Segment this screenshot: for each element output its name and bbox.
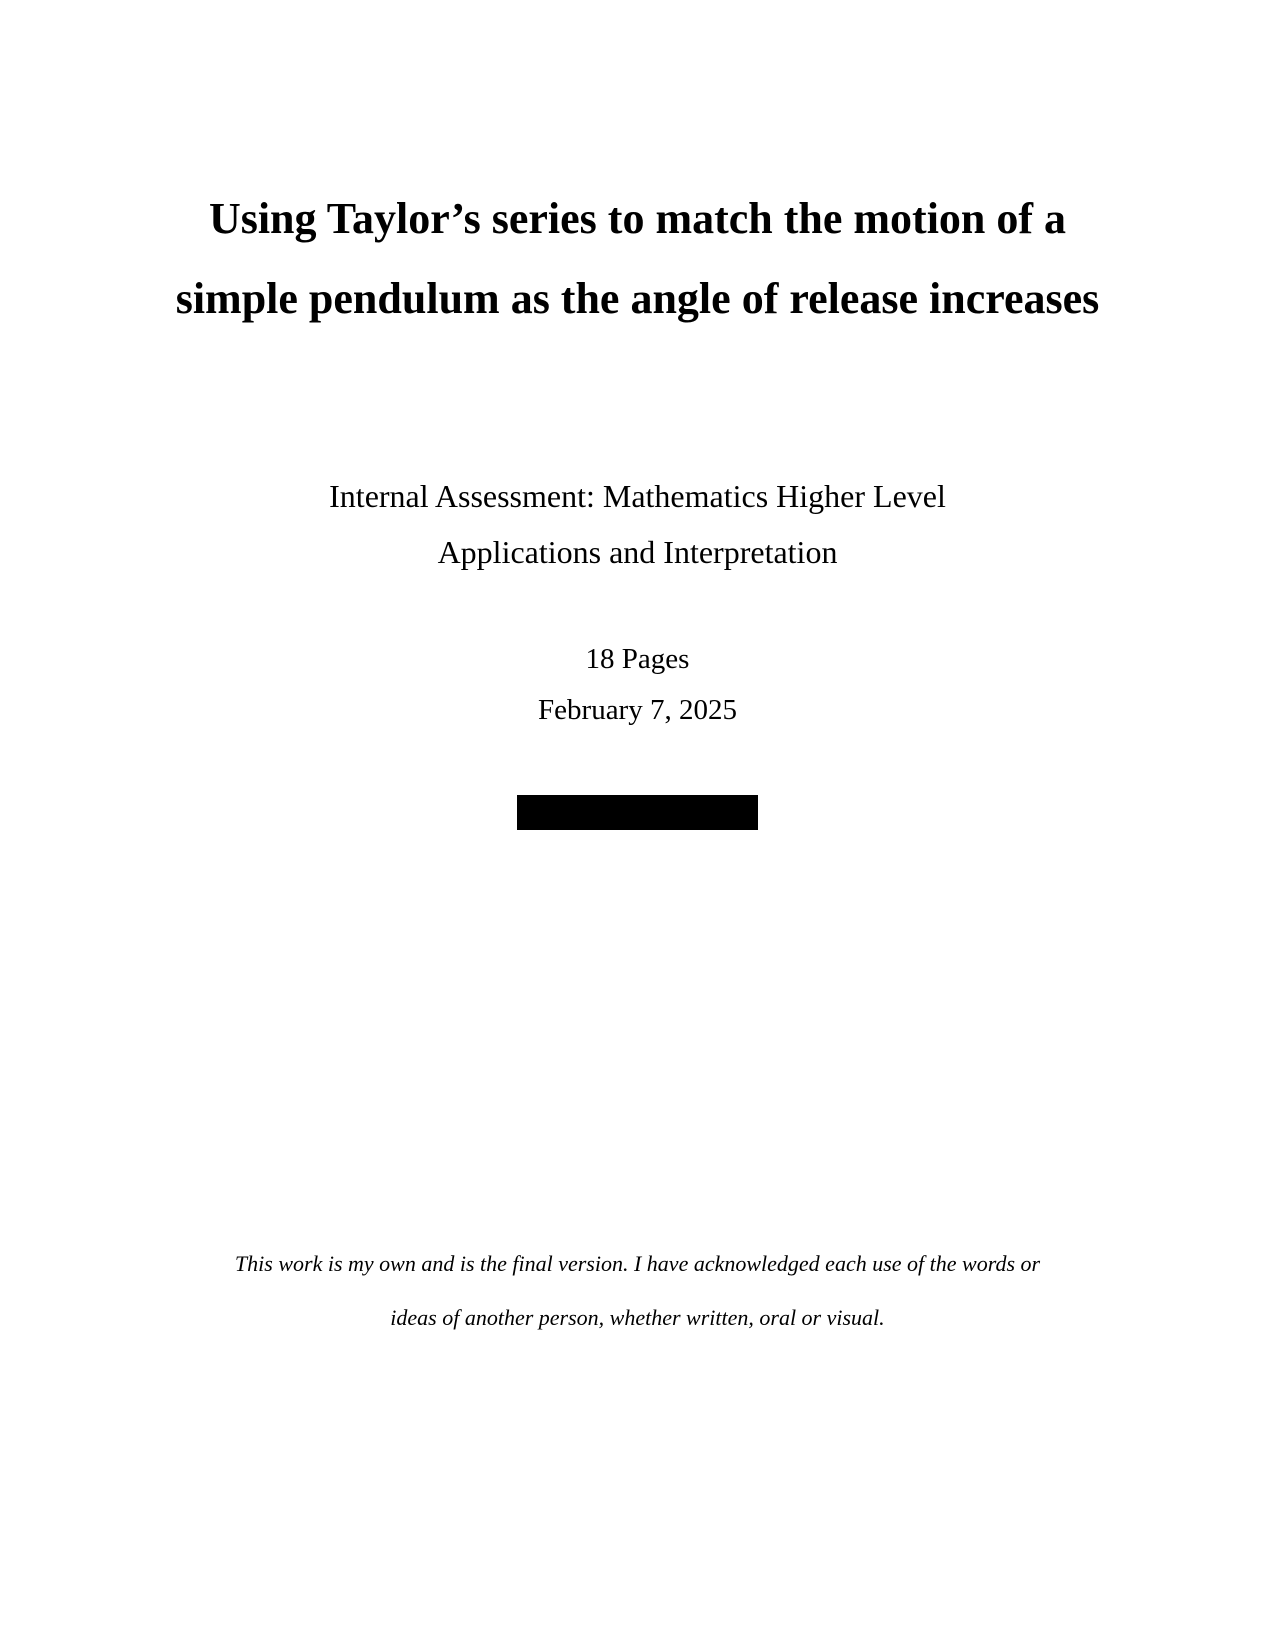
document-meta xyxy=(0,634,1275,736)
title-line-2: simple pendulum as the angle of release increases xyxy=(175,274,1100,323)
document-date: February 7, 2025 xyxy=(538,694,737,726)
page-count: 18 Pages xyxy=(585,643,690,675)
document-title xyxy=(0,179,1275,339)
declaration-line-1: This work is my own and is the final version. I have acknowledged each use of the words or xyxy=(234,1251,1041,1276)
subtitle-line-1: Internal Assessment: Mathematics Higher Level xyxy=(329,478,946,514)
assessment-subtitle xyxy=(0,468,1275,580)
authorship-declaration xyxy=(0,1237,1275,1345)
title-line-1: Using Taylor’s series to match the motion of a xyxy=(208,194,1067,243)
subtitle-line-2: Applications and Interpretation xyxy=(437,534,838,570)
declaration-line-2: ideas of another person, whether written, oral or visual. xyxy=(390,1305,885,1330)
redaction-bar xyxy=(517,795,758,830)
